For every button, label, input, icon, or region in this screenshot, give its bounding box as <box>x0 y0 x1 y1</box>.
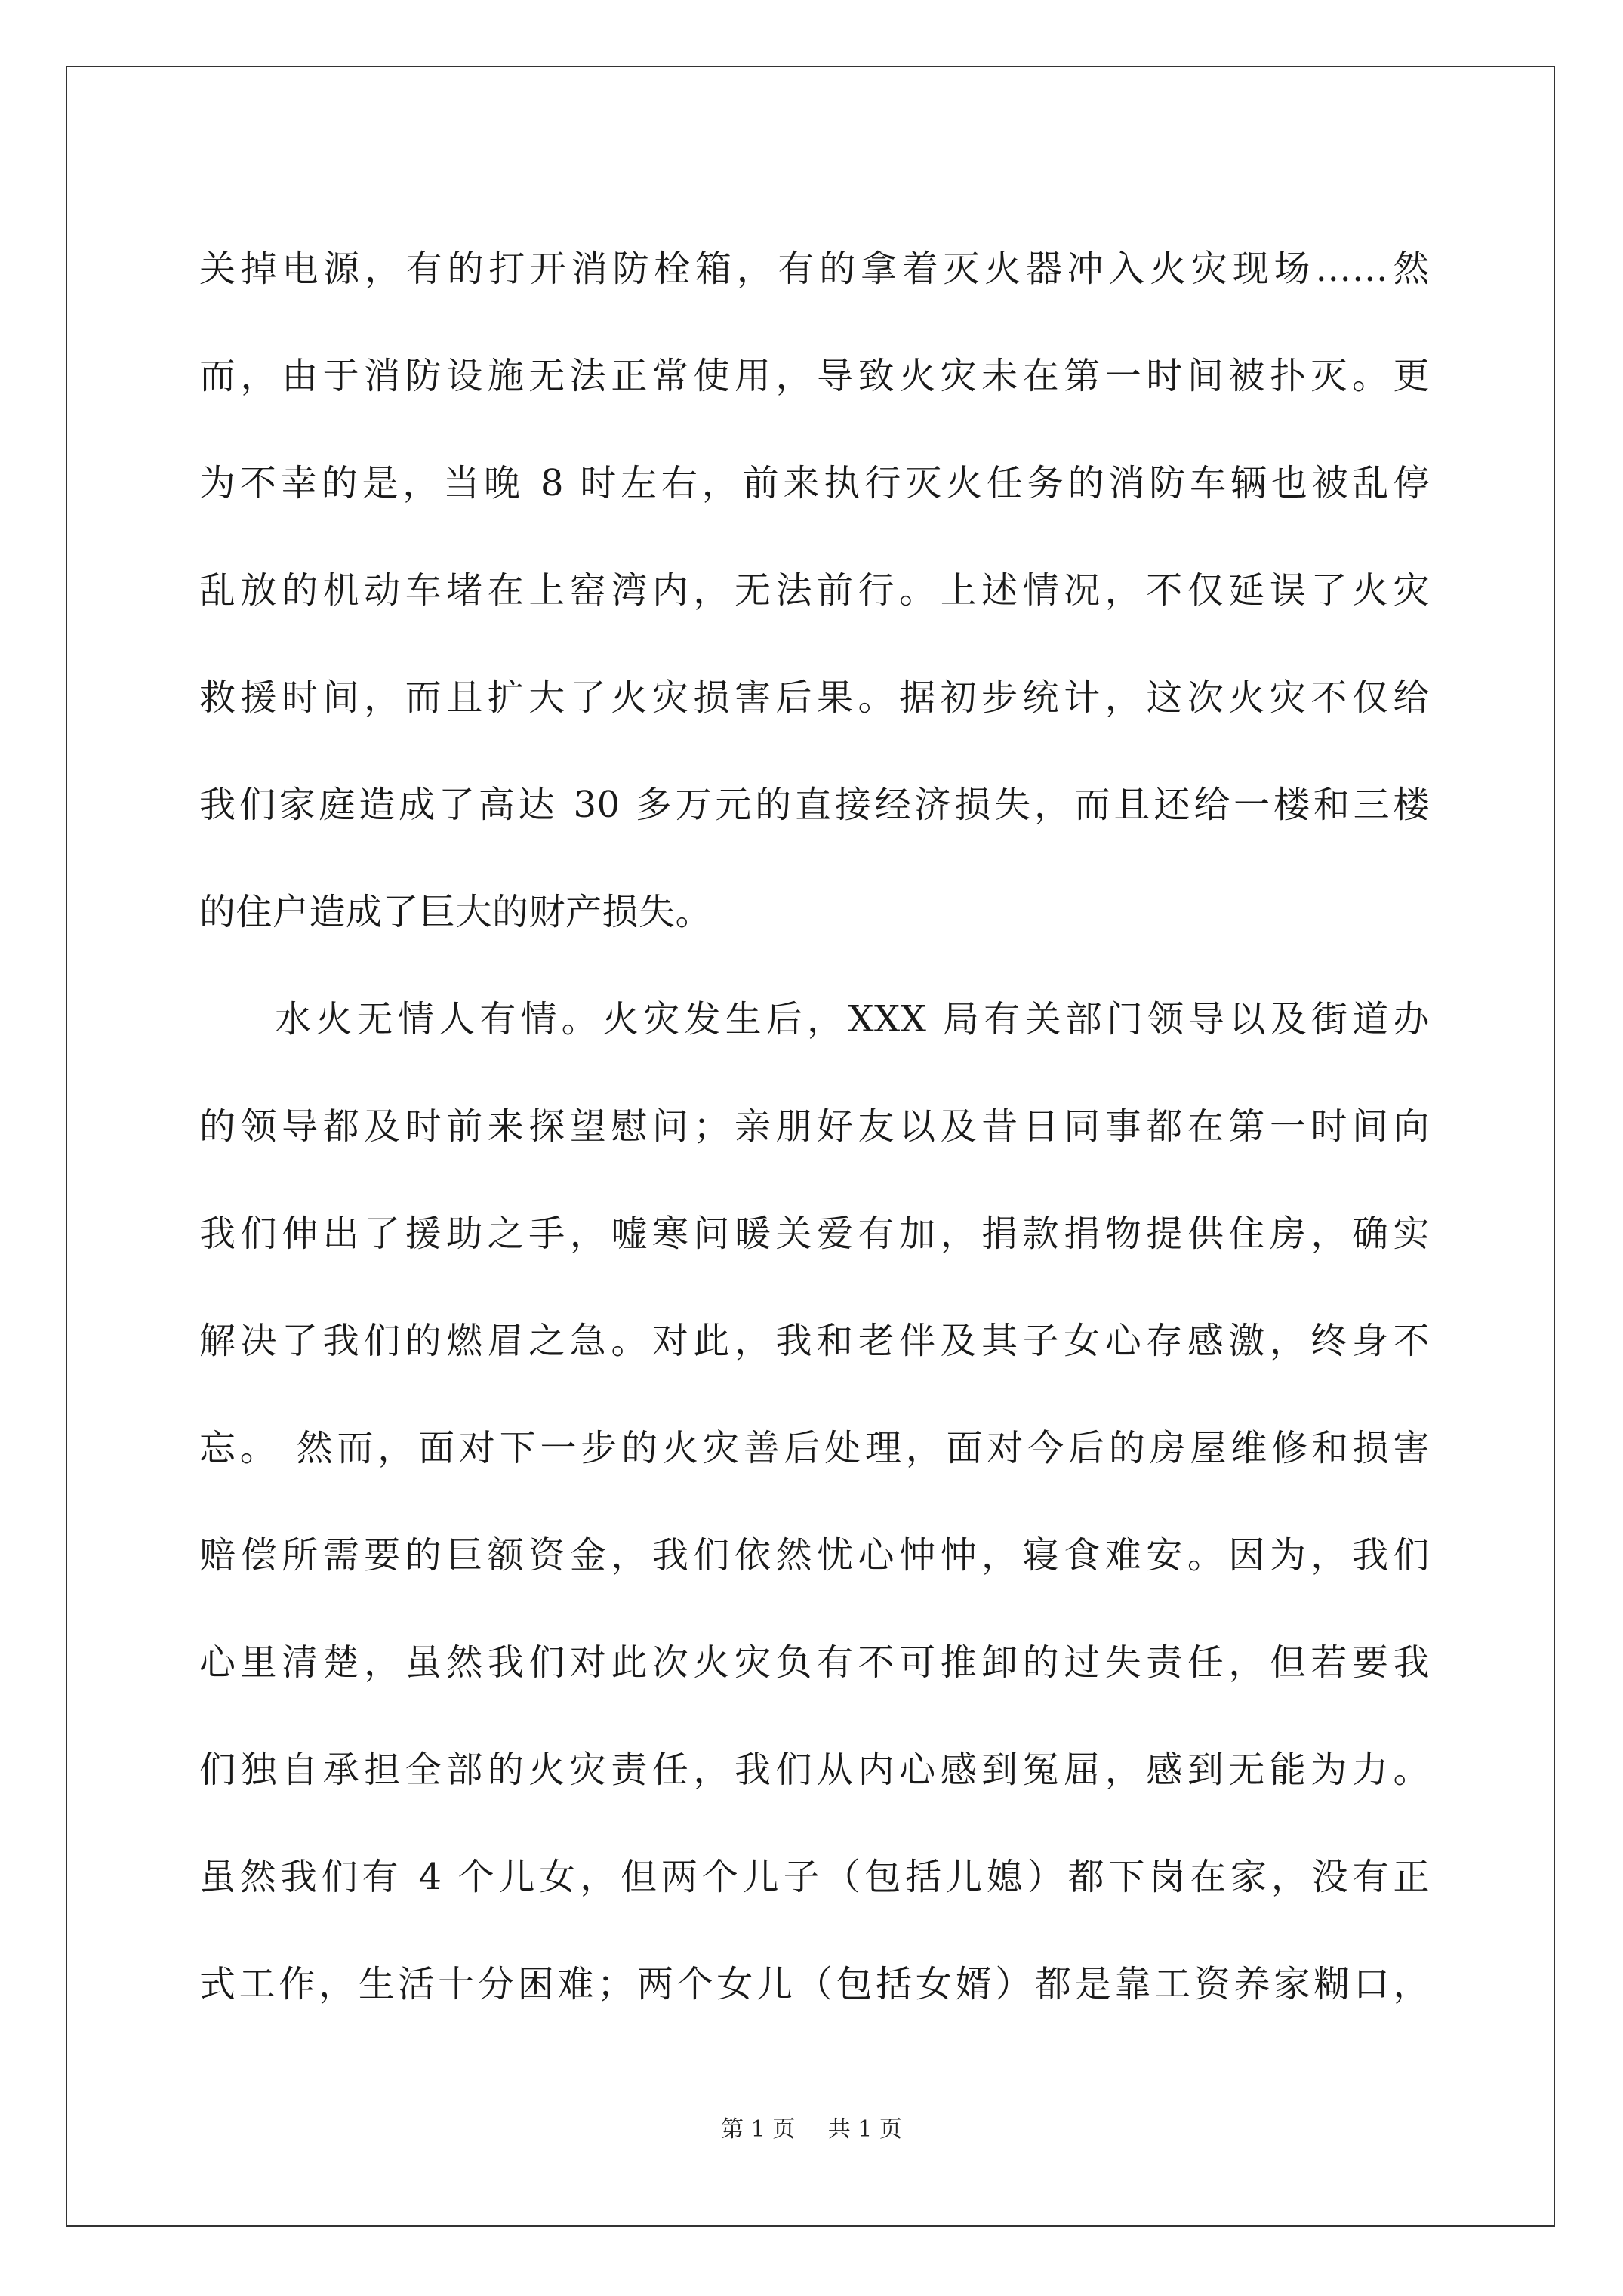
document-body <box>199 215 1430 2038</box>
text-line: 救援时间，而且扩大了火灾损害后果。据初步统计，这次火灾不仅给 <box>199 676 1430 719</box>
page-footer <box>0 2110 1623 2143</box>
text-line: 赔偿所需要的巨额资金，我们依然忧心忡忡，寝食难安。因为，我们 <box>199 1534 1430 1576</box>
text-line: 忘。 然而，面对下一步的火灾善后处理，面对今后的房屋维修和损害 <box>199 1427 1430 1469</box>
text-line: 我们伸出了援助之手，嘘寒问暖关爱有加，捐款捐物提供住房，确实 <box>199 1213 1430 1255</box>
text-line: 的领导都及时前来探望慰问；亲朋好友以及昔日同事都在第一时间向 <box>199 1105 1430 1148</box>
text-line: 心里清楚，虽然我们对此次火灾负有不可推卸的过失责任，但若要我 <box>199 1641 1430 1684</box>
text-line: 们独自承担全部的火灾责任，我们从内心感到冤屈，感到无能为力。 <box>199 1749 1430 1791</box>
paragraph-first-line: 水火无情人有情。火灾发生后，XXX 局有关部门领导以及街道办 <box>275 998 1430 1040</box>
text-line: 为不幸的是，当晚 8 时左右，前来执行灭火任务的消防车辆也被乱停 <box>199 462 1430 504</box>
text-line: 解决了我们的燃眉之急。对此，我和老伴及其子女心存感激，终身不 <box>199 1320 1430 1362</box>
page-number: 第 1 页 <box>721 2116 796 2143</box>
text-line: 而，由于消防设施无法正常使用，导致火灾未在第一时间被扑灭。更 <box>199 355 1430 397</box>
text-line: 乱放的机动车堵在上窑湾内，无法前行。上述情况，不仅延误了火灾 <box>199 569 1430 612</box>
page-total: 共 1 页 <box>827 2116 902 2143</box>
text-line: 虽然我们有 4 个儿女，但两个儿子（包括儿媳）都下岗在家，没有正 <box>199 1856 1430 1898</box>
text-line: 我们家庭造成了高达 30 多万元的直接经济损失，而且还给一楼和三楼 <box>199 784 1430 826</box>
text-line: 式工作，生活十分困难；两个女儿（包括女婿）都是靠工资养家糊口， <box>199 1963 1430 2005</box>
text-line: 的住户造成了巨大的财产损失。 <box>199 891 713 933</box>
text-line: 关掉电源，有的打开消防栓箱，有的拿着灭火器冲入火灾现场……然 <box>199 248 1430 290</box>
